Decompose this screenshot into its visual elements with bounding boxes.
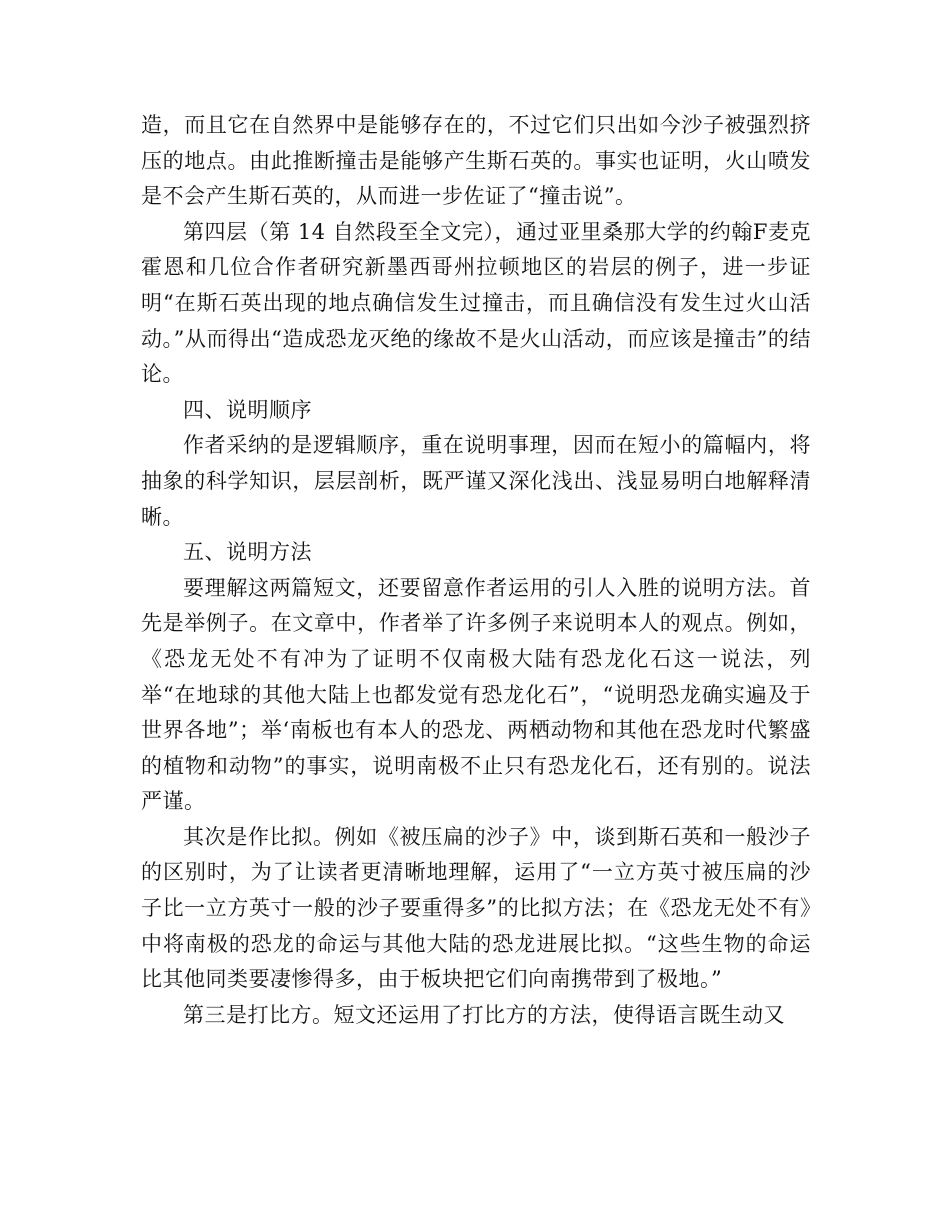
paragraph-metaphor: 第三是打比方。短文还运用了打比方的方法，使得语言既生动又 bbox=[183, 1002, 785, 1027]
paragraph-layer-four: 第四层（第 14 自然段至全文完），通过亚里桑那大学的约翰F麦克霍恩和几位合作者研究新墨西哥州拉顿地区的岩层的例子，进一步证明“在斯石英出现的地点确信发生过撞击，而且确信没有发生过火山活动。”从而得出“造成恐龙灭绝的缘故不是火山活动，而应该是撞击”的结论。 bbox=[141, 219, 811, 387]
paragraph-examples: 要理解这两篇短文，还要留意作者运用的引人入胜的说明方法。首先是举例子。在文章中，作者举了许多例子来说明本人的观点。例如，《恐龙无处不有冲为了证明不仅南极大陆有恐龙化石这一说法，列举“在地球的其他大陆上也都发觉有恐龙化石”，“说明恐龙确实遍及于世界各地”；举‘南板也有本人的恐龙、两栖动物和其他在恐龙时代繁盛的植物和动物”的事实，说明南极不止只有恐龙化石，还有别的。说法严谨。 bbox=[141, 575, 811, 814]
paragraph-comparison: 其次是作比拟。例如《被压扁的沙子》中，谈到斯石英和一般沙子的区别时，为了让读者更清晰地理解，运用了“一立方英寸被压扁的沙子比一立方英寸一般的沙子要重得多”的比拟方法；在《恐龙无处不有》中将南极的恐龙的命运与其他大陆的恐龙进展比拟。“这些生物的命运比其他同类要凄惨得多，由于板块把它们向南携带到了极地。” bbox=[141, 824, 811, 992]
document-body bbox=[141, 108, 811, 1033]
section-heading-order: 四、说明顺序 bbox=[183, 397, 312, 422]
section-heading-methods: 五、说明方法 bbox=[183, 540, 312, 565]
paragraph-order: 作者采纳的是逻辑顺序，重在说明事理，因而在短小的篇幅内，将抽象的科学知识，层层剖析，既严谨又深化浅出、浅显易明白地解释清晰。 bbox=[141, 433, 811, 529]
paragraph-continuation: 造，而且它在自然界中是能够存在的，不过它们只出如今沙子被强烈挤压的地点。由此推断撞击是能够产生斯石英的。事实也证明，火山喷发是不会产生斯石英的，从而进一步佐证了“撞击说”。 bbox=[141, 113, 811, 209]
